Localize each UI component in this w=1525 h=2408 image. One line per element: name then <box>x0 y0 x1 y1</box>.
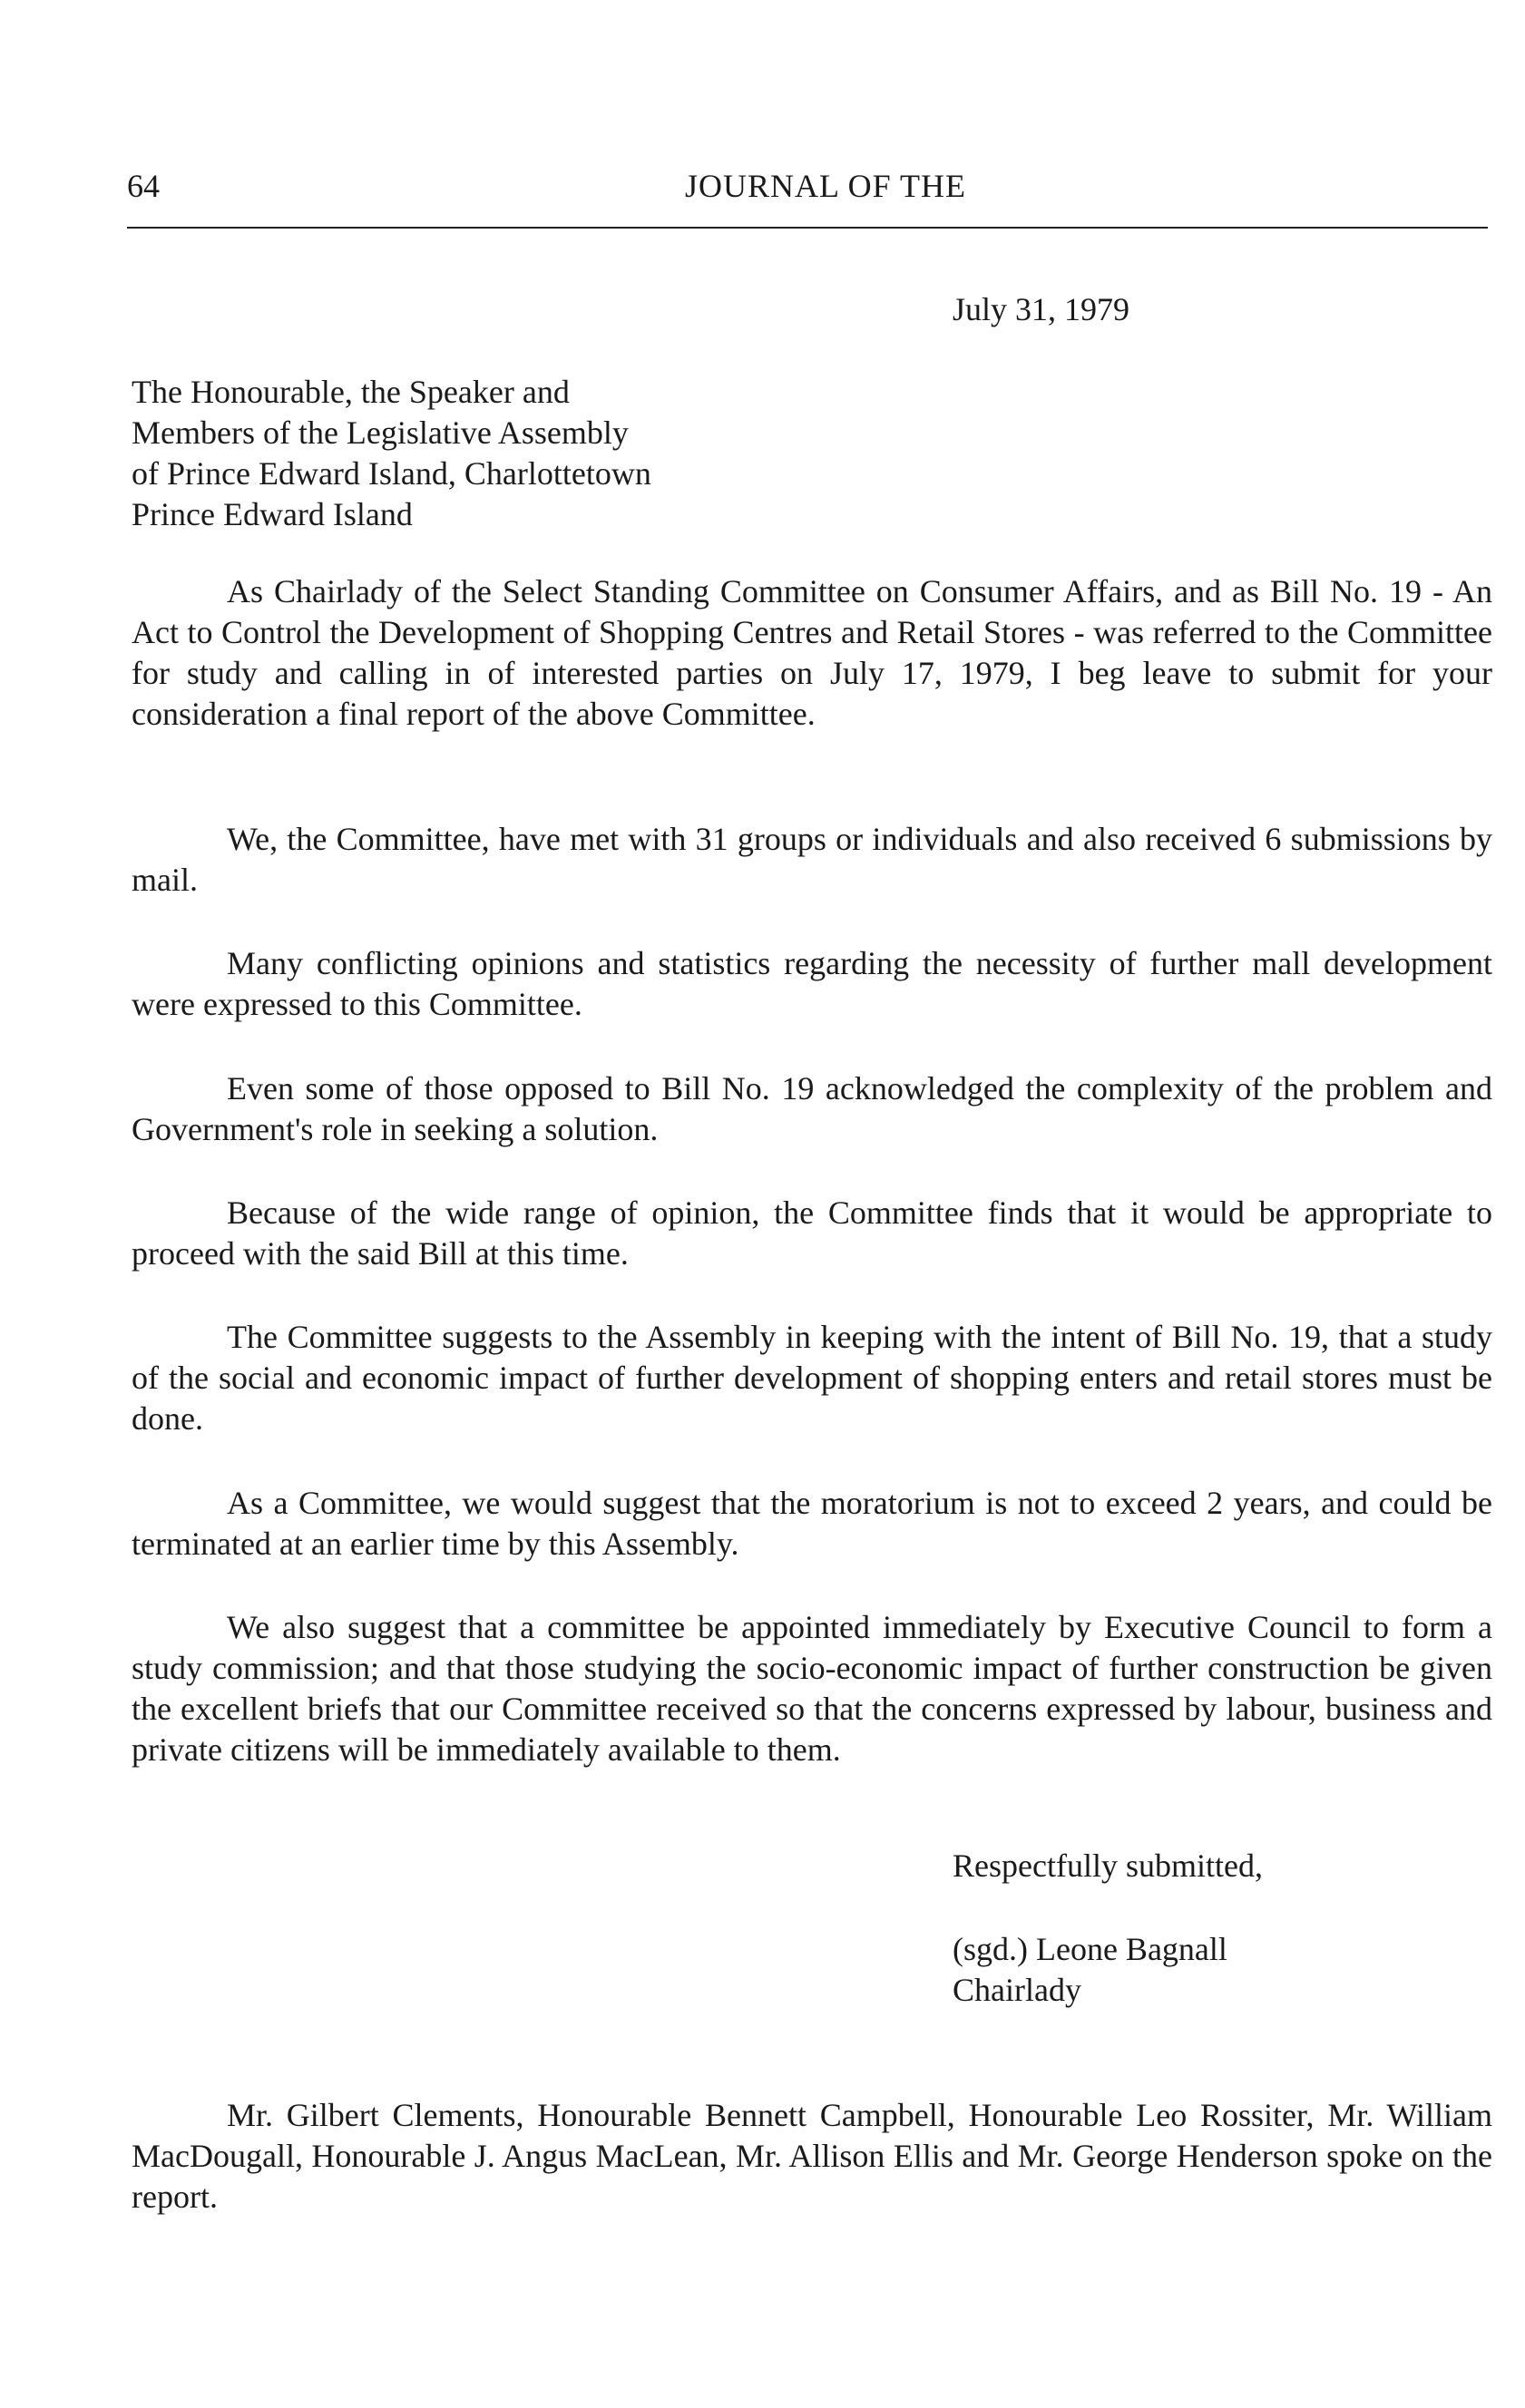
paragraph <box>132 1607 1492 1770</box>
signature-name: (sgd.) Leone Bagnall <box>953 1931 1227 1967</box>
address-line: The Honourable, the Speaker and <box>132 374 570 410</box>
paragraph-text: As a Committee, we would suggest that the moratorium is not to exceed 2 years, and could be terminated at an earlier time by this Assembly. <box>132 1485 1492 1562</box>
page-number: 64 <box>127 168 160 204</box>
paragraph-text: We, the Committee, have met with 31 groups or individuals and also received 6 submissions by mail. <box>132 821 1492 898</box>
letter-date: July 31, 1979 <box>953 291 1130 327</box>
paragraph-text: Even some of those opposed to Bill No. 19 acknowledged the complexity of the problem and Government's role in seeking a solution. <box>132 1070 1492 1147</box>
signature-title: Chairlady <box>953 1972 1081 2008</box>
paragraph <box>132 1068 1492 1150</box>
paragraph-text: Many conflicting opinions and statistics regarding the necessity of further mall development were expressed to this Committee. <box>132 945 1492 1022</box>
address-line: Members of the Legislative Assembly <box>132 414 629 451</box>
address-line: of Prince Edward Island, Charlottetown <box>132 455 651 492</box>
page-header <box>127 163 1488 209</box>
paragraph <box>132 1193 1492 1274</box>
paragraph <box>132 571 1492 735</box>
paragraph-text: Mr. Gilbert Clements, Honourable Bennett Campbell, Honourable Leo Rossiter, Mr. William MacDougall, Honourable J. Angus MacLean, Mr. Allison Ellis and Mr. George Henderson spoke on the report. <box>132 2097 1492 2215</box>
paragraph <box>132 943 1492 1025</box>
paragraph <box>132 1483 1492 1565</box>
paragraph-text: The Committee suggests to the Assembly in keeping with the intent of Bill No. 19, that a study of the social and economic impact of further development of shopping enters and retail stores must be done. <box>132 1319 1492 1437</box>
closing-line: Respectfully submitted, <box>953 1847 1263 1884</box>
paragraph <box>132 819 1492 901</box>
paragraph-text: We also suggest that a committee be appointed immediately by Executive Council to form a study commission; and that those studying the socio-economic impact of further construction be given the excellent briefs that our Committee received so that the concerns expressed by labour, business and private citizens will be immediately available to them. <box>132 1609 1492 1768</box>
address-line: Prince Edward Island <box>132 496 413 532</box>
recipient-address <box>132 372 651 535</box>
paragraph-text: As Chairlady of the Select Standing Committee on Consumer Affairs, and as Bill No. 19 - An Act to Control the Development of Shopping Centres and Retail Stores - was referred to the Committee for study and calling in of interested parties on July 17, 1979, I beg leave to submit for your consideration a final report of the above Committee. <box>132 573 1492 732</box>
paragraph <box>132 1317 1492 1439</box>
running-head: JOURNAL OF THE <box>684 168 966 204</box>
paragraph <box>132 2095 1492 2218</box>
header-rule <box>127 227 1488 229</box>
paragraph-text: Because of the wide range of opinion, the Committee finds that it would be appropriate to proceed with the said Bill at this time. <box>132 1194 1492 1272</box>
